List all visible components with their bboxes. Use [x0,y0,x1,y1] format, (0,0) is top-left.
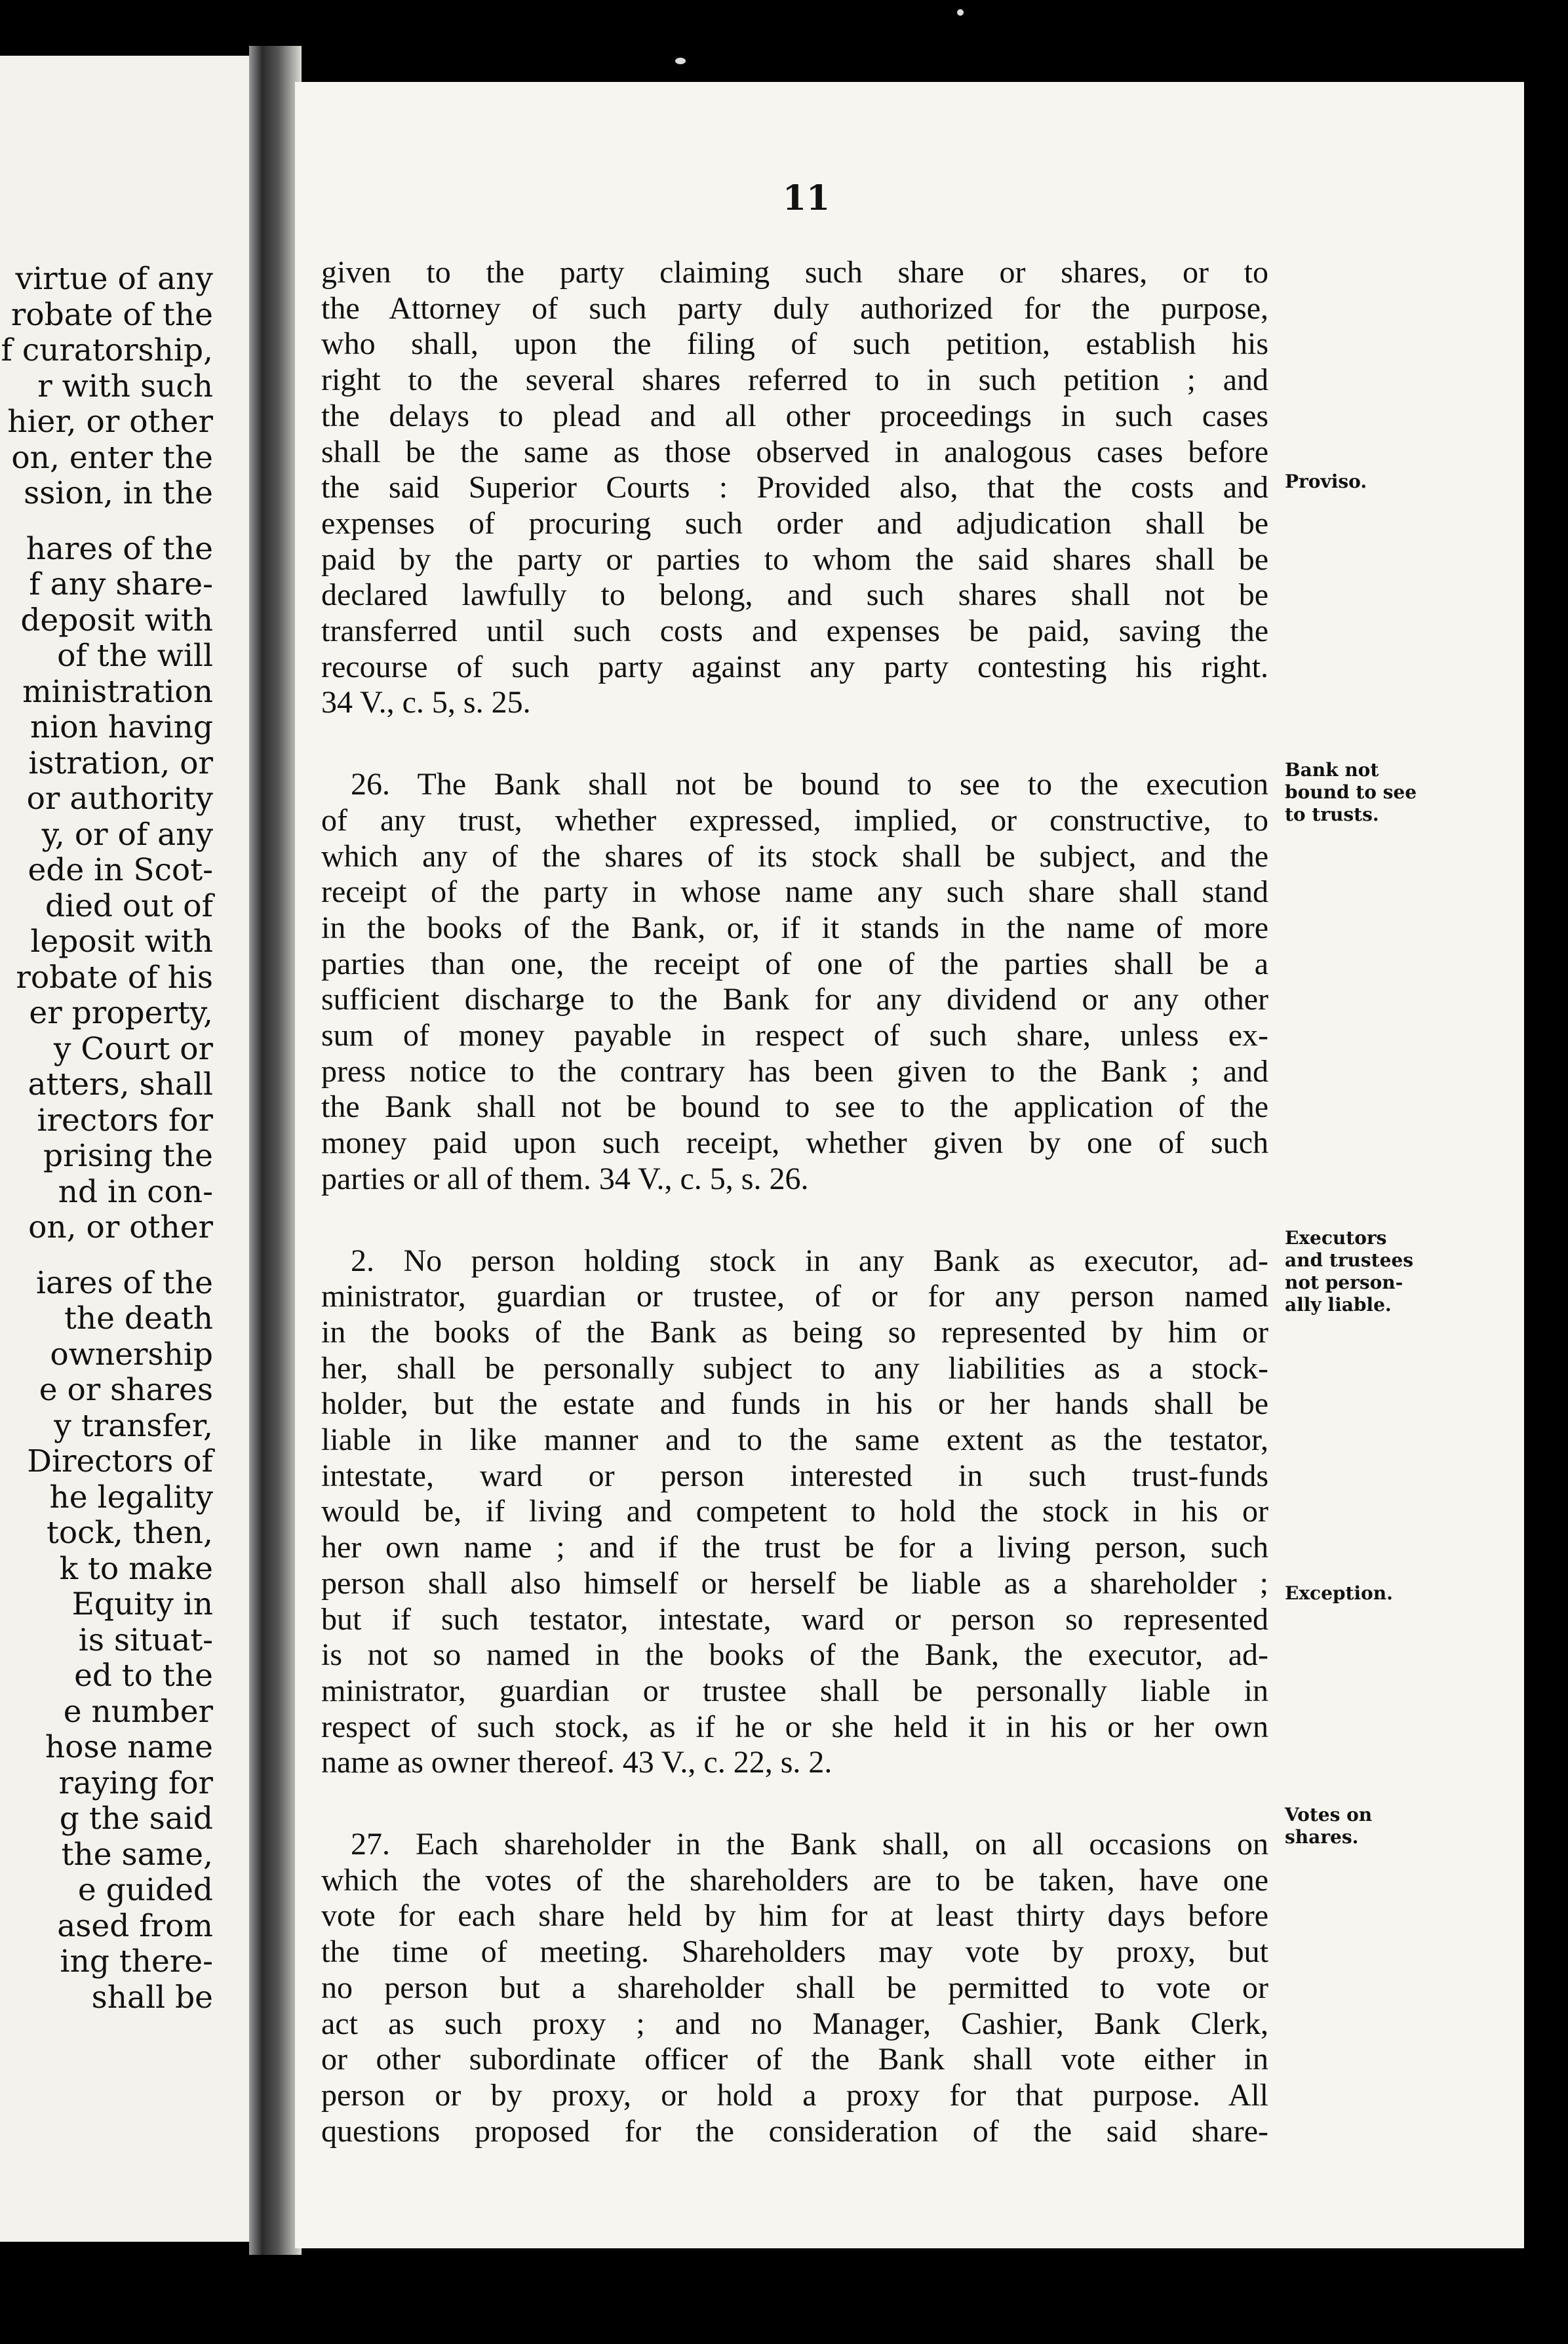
left-page-line: on, or other [28,1209,213,1245]
body-line: no person but a shareholder shall be permitted to vote or [321,1970,1268,2005]
left-page-line: ased from [57,1907,213,1944]
left-page-line: the same, [61,1836,213,1873]
left-page-line: of the will [57,638,213,674]
margin-note-executors: Executors and trustees not person- ally liable. [1285,1227,1413,1316]
body-line: who shall, upon the filing of such petition, establish his [321,326,1268,362]
body-line: the delays to plead and all other proceedings in such cases [321,398,1268,433]
body-line: which the votes of the shareholders are to be taken, have one [321,1862,1268,1898]
left-page-line: raying for [58,1765,213,1801]
left-page-line: y Court or [53,1030,213,1067]
left-page-line: ing there- [60,1944,213,1980]
scan-speck [957,9,964,16]
body-line: questions proposed for the consideration of the said share- [321,2113,1268,2149]
body-line: right to the several shares referred to in such petition ; and [321,362,1268,398]
left-page-line: iares of the [36,1264,213,1301]
left-page-line: leposit with [30,924,213,960]
left-page-line: irectors for [37,1102,213,1139]
left-page-line: prising the [43,1138,213,1174]
left-page-line: ede in Scot- [28,852,213,888]
left-page-line: k to make [59,1550,213,1587]
left-page-line: y, or of any [41,816,213,853]
body-line: sum of money payable in respect of such share, unless ex- [321,1018,1268,1053]
left-page-line: died out of [45,888,213,924]
left-page-line: ministration [22,673,213,710]
left-page-line: hose name [45,1729,213,1765]
body-line: of any trust, whether expressed, implied, or constructive, to [321,802,1268,838]
left-page-line: deposit with [20,602,213,638]
left-page-line: ownership [50,1336,213,1373]
left-page-line: y transfer, [54,1407,213,1444]
left-page-line: ed to the [74,1658,213,1694]
book-gutter [249,46,302,2255]
body-line: declared lawfully to belong, and such shares shall not be [321,577,1268,613]
body-line: respect of such stock, as if he or she held it in his or her own [321,1709,1268,1744]
left-page-line: the death [64,1300,213,1337]
left-page-line: e guided [77,1872,213,1908]
body-line: would be, if living and competent to hold the stock in his or [321,1494,1268,1529]
left-page-line: f any share- [29,566,213,602]
body-line: expenses of procuring such order and adjudication shall be [321,505,1268,541]
left-page-line: r with such [37,368,213,404]
left-page-line: Equity in [71,1586,213,1622]
left-page-line: or authority [26,781,213,817]
left-page-line: robate of his [16,959,213,996]
body-line: or other subordinate officer of the Bank shall vote either in [321,2042,1268,2077]
left-page-line: atters, shall [28,1066,213,1103]
left-page-line: g the said [59,1801,213,1837]
body-line: ministrator, guardian or trustee, of or for any person named [321,1279,1268,1314]
body-line: 34 V., c. 5, s. 25. [321,685,531,720]
body-line: but if such testator, intestate, ward or person so represented [321,1601,1268,1637]
body-line: receipt of the party in whose name any such share shall stand [321,874,1268,910]
left-page-line: f curatorship, [1,332,213,368]
body-line: the time of meeting. Shareholders may vote by proxy, but [321,1934,1268,1970]
body-line: her own name ; and if the trust be for a living person, such [321,1530,1268,1565]
body-line: person shall also himself or herself be liable as a shareholder ; [321,1565,1268,1601]
left-page-line: e number [63,1693,213,1730]
body-line: liable in like manner and to the same extent as the testator, [321,1422,1268,1457]
margin-note-bank-not-bound: Bank not bound to see to trusts. [1285,759,1417,825]
left-facing-page [0,56,259,2242]
left-page-line: robate of the [10,296,213,333]
body-line: act as such proxy ; and no Manager, Cashier, Bank Clerk, [321,2006,1268,2041]
body-line: the Bank shall not be bound to see to the application of the [321,1089,1268,1125]
left-page-line: tock, then, [46,1515,213,1551]
scan-speck [675,58,686,64]
left-page-line: on, enter the [11,439,213,476]
body-line: parties or all of them. 34 V., c. 5, s. 26. [321,1161,809,1196]
margin-note-votes: Votes on shares. [1285,1804,1373,1848]
margin-note-exception: Exception. [1285,1582,1393,1604]
left-page-line: hier, or other [7,404,213,440]
body-line: recourse of such party against any party contesting his right. [321,649,1268,684]
left-page-line: Directors of [27,1443,213,1479]
body-line: ministrator, guardian or trustee shall be personally liable in [321,1673,1268,1708]
body-line: her, shall be personally subject to any liabilities as a stock- [321,1350,1268,1386]
body-line: press notice to the contrary has been given to the Bank ; and [321,1053,1268,1089]
body-line: given to the party claiming such share or shares, or to [321,255,1268,290]
body-line: in the books of the Bank as being so represented by him or [321,1314,1268,1350]
body-line: sufficient discharge to the Bank for any dividend or any other [321,982,1268,1017]
left-page-line: ssion, in the [24,475,213,511]
left-page-line: shall be [91,1979,213,2016]
left-page-line: nion having [29,709,213,745]
body-line: 26. The Bank shall not be bound to see to the execution [351,767,1268,802]
left-page-line: he legality [49,1479,213,1515]
body-line: parties than one, the receipt of one of the parties shall be a [321,946,1268,981]
body-line: name as owner thereof. 43 V., c. 22, s. 2. [321,1745,833,1780]
body-line: the said Superior Courts : Provided also, that the costs and [321,470,1268,505]
body-line: money paid upon such receipt, whether given by one of such [321,1125,1268,1161]
body-line: 2. No person holding stock in any Bank as executor, ad- [351,1243,1268,1278]
left-page-line: er property, [29,995,213,1031]
body-line: person or by proxy, or hold a proxy for that purpose. All [321,2077,1268,2113]
body-line: in the books of the Bank, or, if it stands in the name of more [321,910,1268,945]
body-line: the Attorney of such party duly authorized for the purpose, [321,290,1268,326]
left-page-line: is situat- [78,1622,213,1658]
margin-note-proviso: Proviso. [1285,471,1367,492]
body-line: is not so named in the books of the Bank, the executor, ad- [321,1637,1268,1673]
page-number: 11 [782,178,831,218]
body-line: shall be the same as those observed in analogous cases before [321,434,1268,469]
body-line: transferred until such costs and expenses be paid, saving the [321,614,1268,648]
left-page-line: e or shares [39,1372,213,1408]
left-page-line: nd in con- [58,1173,213,1210]
body-line: which any of the shares of its stock shall be subject, and the [321,838,1268,874]
body-line: paid by the party or parties to whom the said shares shall be [321,541,1268,577]
left-page-line: hares of the [26,530,213,567]
left-page-line: istration, or [28,745,213,781]
body-line: 27. Each shareholder in the Bank shall, on all occasions on [351,1827,1268,1862]
left-page-line: virtue of any [15,261,213,297]
body-line: vote for each share held by him for at least thirty days before [321,1898,1268,1934]
body-line: intestate, ward or person interested in such trust-funds [321,1458,1268,1493]
body-line: holder, but the estate and funds in his or her hands shall be [321,1386,1268,1422]
